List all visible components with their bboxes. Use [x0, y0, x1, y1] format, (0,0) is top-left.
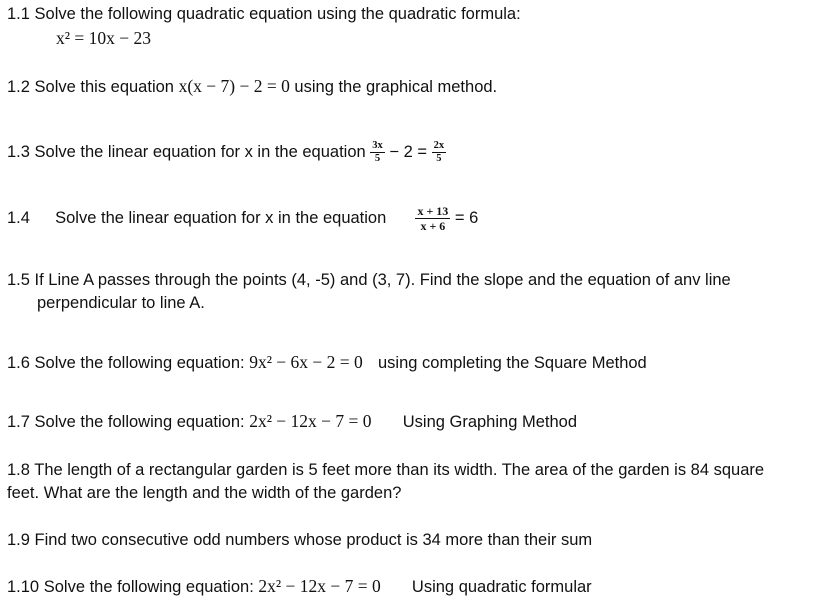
question-1-9: [7, 530, 592, 550]
question-text: Solve the linear equation for x in the equation: [55, 209, 387, 227]
question-1-5-continuation: perpendicular to line A.: [37, 294, 205, 312]
equation-1-10: 2x² − 12x − 7 = 0: [258, 576, 381, 596]
fraction-2x-over-5: [432, 140, 447, 165]
question-number: 1.7: [7, 413, 30, 431]
question-text-after: using completing the Square Method: [377, 354, 647, 372]
fraction-numerator: x + 13: [417, 204, 449, 219]
question-text: The length of a rectangular garden is 5 feet more than its width. The area of the garden is 84 square: [34, 461, 765, 479]
fraction-numerator: 3x: [372, 140, 383, 152]
question-text-after: using the graphical method.: [294, 78, 498, 96]
fraction-numerator: 2x: [433, 140, 445, 152]
question-text: If Line A passes through the points (4, -5) and (3, 7). Find the slope and the equation of anv line: [34, 271, 731, 289]
equation-1-6: 9x² − 6x − 2 = 0: [249, 352, 363, 372]
equation-middle: − 2 =: [389, 143, 427, 161]
question-text: Solve the following equation:: [34, 413, 245, 431]
question-number: 1.9: [7, 531, 30, 549]
question-number: 1.10: [7, 578, 40, 596]
fraction-3x-over-5: [370, 140, 385, 165]
question-text: Solve the following equation:: [34, 354, 245, 372]
question-text-after: Using quadratic formular: [411, 578, 592, 596]
question-1-10: [7, 576, 592, 597]
question-text: Solve the following quadratic equation using the quadratic formula:: [34, 5, 521, 23]
question-text-after: Using Graphing Method: [402, 413, 577, 431]
question-number: 1.4: [7, 209, 30, 227]
question-1-4: [7, 203, 478, 233]
question-text: Solve the linear equation for x in the equation: [34, 143, 366, 161]
question-1-7: [7, 411, 577, 432]
question-1-2: [7, 76, 497, 97]
question-number: 1.1: [7, 5, 30, 23]
question-1-6: [7, 352, 647, 373]
equation-1-2: x(x − 7) − 2 = 0: [178, 76, 290, 96]
question-1-3: [7, 138, 446, 166]
question-number: 1.2: [7, 78, 30, 96]
fraction-denominator: 5: [374, 153, 381, 165]
fraction-denominator: x + 6: [420, 219, 446, 234]
question-1-8-continuation: feet. What are the length and the width of the garden?: [7, 484, 402, 502]
question-text: Solve this equation: [34, 78, 174, 96]
question-1-1: [7, 4, 521, 24]
equation-rhs: = 6: [454, 209, 479, 227]
question-text: Solve the following equation:: [43, 578, 254, 596]
equation-1-1: x² = 10x − 23: [56, 28, 151, 48]
fraction-denominator: 5: [436, 153, 442, 165]
question-number: 1.8: [7, 461, 30, 479]
question-number: 1.3: [7, 143, 30, 161]
equation-1-7: 2x² − 12x − 7 = 0: [249, 411, 372, 431]
question-number: 1.6: [7, 354, 30, 372]
fraction-x13-over-x6: [415, 204, 450, 233]
question-1-5: [7, 270, 731, 290]
question-number: 1.5: [7, 271, 30, 289]
question-text: Find two consecutive odd numbers whose product is 34 more than their sum: [34, 531, 593, 549]
question-1-8: [7, 460, 764, 480]
